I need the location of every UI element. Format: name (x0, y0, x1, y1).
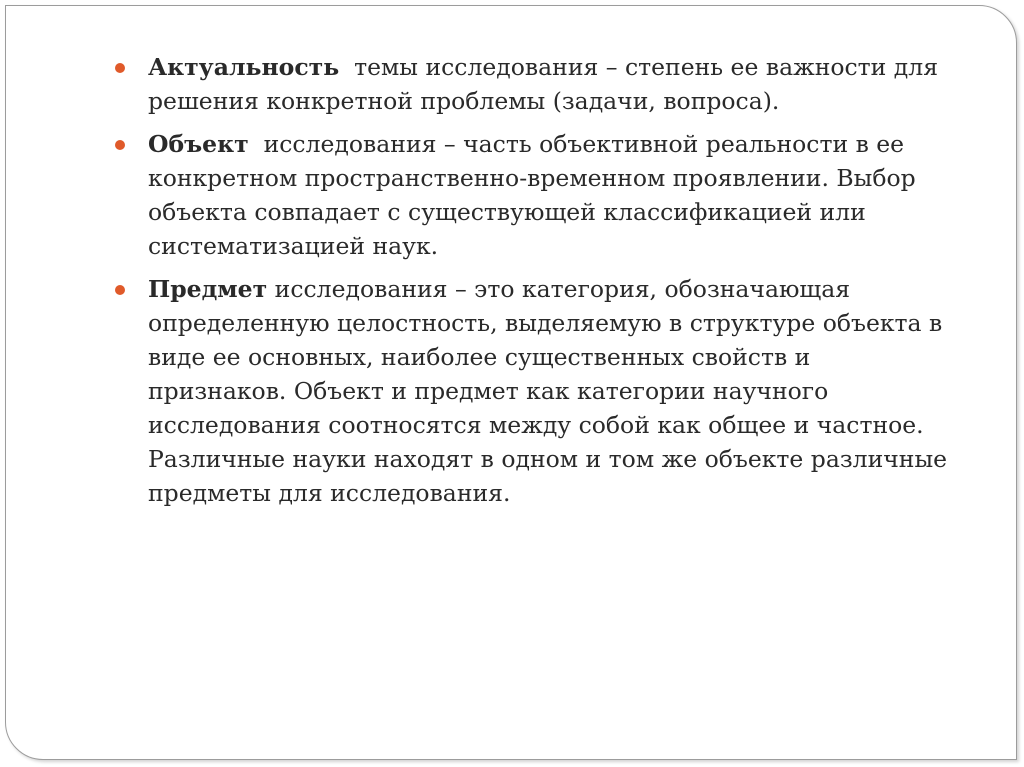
bullet-text: исследования – часть объективной реальности в ее конкретном пространственно-временном проявлении. Выбор объекта совпадает с существующей классификацией или систематизацией наук. (148, 130, 916, 260)
bullet-text: исследования – это категория, обозначающая определенную целостность, выделяемую в структуре объекта в виде ее основных, наиболее существенных свойств и признаков. Объект и предмет как категории научного исследования соотносятся между собой как общее и частное. Различные науки находят в одном и том же объекте различные предметы для исследования. (148, 275, 948, 507)
bullet-term: Объект (148, 130, 249, 158)
bullet-dot-icon (115, 63, 125, 73)
bullet-term: Актуальность (148, 53, 340, 81)
bullet-dot-icon (115, 140, 125, 150)
bullet-item-relevance (112, 50, 952, 118)
bullet-term: Предмет (148, 275, 268, 303)
bullet-item-object (112, 127, 952, 263)
bullet-list (112, 50, 952, 519)
bullet-text: темы исследования – степень ее важности для решения конкретной проблемы (задачи, вопроса). (148, 53, 939, 115)
bullet-item-subject (112, 272, 952, 510)
slide-frame (5, 5, 1017, 760)
bullet-dot-icon (115, 285, 125, 295)
